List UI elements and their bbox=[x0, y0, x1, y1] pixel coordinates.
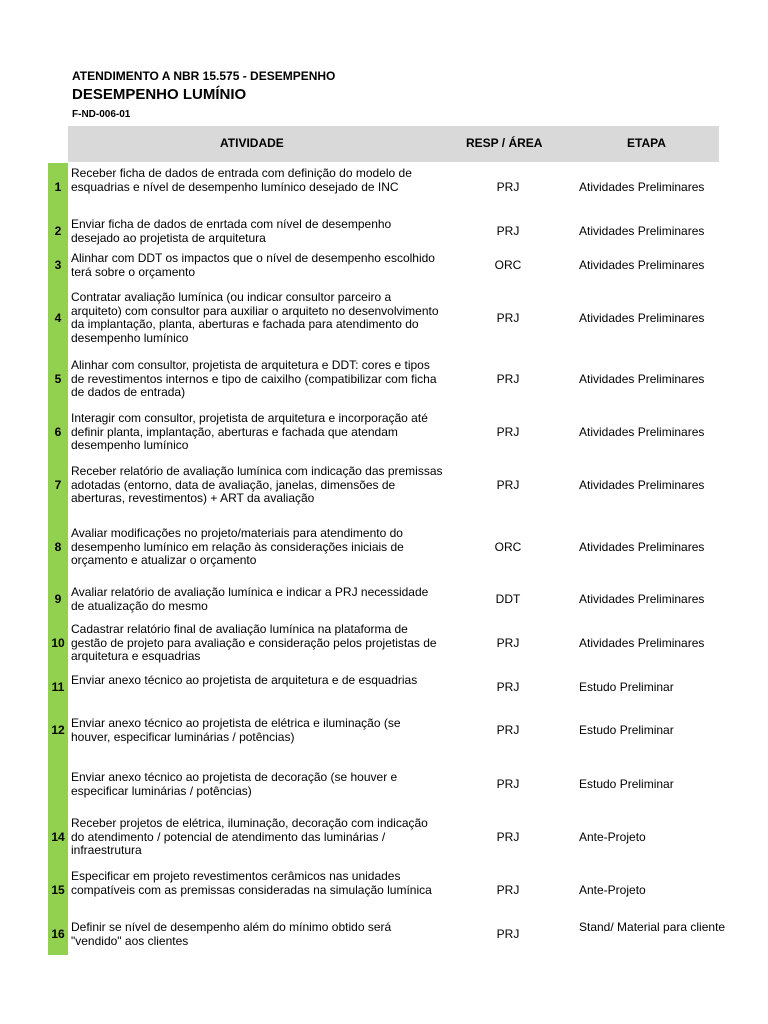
row-number: 15 bbox=[51, 883, 65, 897]
responsible-area: PRJ bbox=[496, 180, 520, 194]
responsible-area: ORC bbox=[494, 540, 522, 554]
activity-description: Enviar anexo técnico ao projetista de elétrica e iluminação (se houver, especificar luminárias / potências) bbox=[71, 716, 401, 744]
stage: Atividades Preliminares bbox=[579, 310, 705, 325]
responsible-area: PRJ bbox=[496, 310, 520, 325]
table-row bbox=[48, 623, 728, 665]
responsible-area: PRJ bbox=[496, 425, 520, 439]
column-header-resp: RESP / ÁREA bbox=[466, 136, 543, 150]
row-number: 11 bbox=[51, 680, 65, 694]
stage: Atividades Preliminares bbox=[579, 180, 705, 194]
stage: Atividades Preliminares bbox=[579, 425, 705, 439]
row-number: 16 bbox=[51, 927, 65, 941]
responsible-area: PRJ bbox=[496, 372, 520, 386]
activity-description: Receber ficha de dados de entrada com definição do modelo de esquadrias e nível de desempenho lumínico desejado de INC bbox=[71, 166, 412, 194]
activity-description: Avaliar relatório de avaliação lumínica e indicar a PRJ necessidade de atualização do mesmo bbox=[71, 585, 429, 613]
activity-description: Contratar avaliação lumínica (ou indicar consultor parceiro a arquiteto) com consultor para auxiliar o arquiteto no desenvolvimento da implantação, planta, aberturas e fachada para atendimento do desempenho lumínico bbox=[71, 290, 439, 345]
row-number: 6 bbox=[54, 425, 62, 439]
stage: Atividades Preliminares bbox=[579, 636, 705, 650]
document-code: F-ND-006-01 bbox=[72, 109, 131, 120]
row-number: 14 bbox=[51, 830, 65, 844]
stage: Atividades Preliminares bbox=[579, 372, 705, 386]
document-title: DESEMPENHO LUMÍNIO bbox=[72, 86, 247, 103]
document-subtitle: ATENDIMENTO A NBR 15.575 - DESEMPENHO bbox=[72, 69, 336, 83]
activity-description: Receber relatório de avaliação lumínica com indicação das premissas adotadas (entorno, data de avaliação, janelas, dimensões de aberturas, revestimentos) + ART da avaliação bbox=[71, 464, 443, 505]
table-header bbox=[68, 126, 719, 162]
row-number: 1 bbox=[54, 180, 62, 194]
table-row bbox=[48, 252, 728, 280]
table-row bbox=[48, 674, 728, 702]
row-number: 10 bbox=[51, 636, 65, 650]
table-row bbox=[48, 465, 728, 507]
responsible-area: PRJ bbox=[496, 927, 520, 941]
activity-description: Interagir com consultor, projetista de arquitetura e incorporação até definir planta, implantação, aberturas e fachada que atendam desempenho lumínico bbox=[71, 411, 428, 452]
responsible-area: PRJ bbox=[496, 636, 520, 650]
activity-description: Cadastrar relatório final de avaliação lumínica na plataforma de gestão de projeto para avaliação e consideração pelos projetistas de arquitetura e esquadrias bbox=[71, 622, 437, 663]
table-row bbox=[48, 527, 728, 569]
table-row bbox=[48, 870, 728, 912]
stage: Ante-Projeto bbox=[579, 883, 646, 897]
responsible-area: PRJ bbox=[496, 478, 520, 492]
table-row bbox=[48, 771, 728, 799]
stage: Atividades Preliminares bbox=[579, 478, 705, 492]
row-number: 2 bbox=[54, 224, 62, 238]
table-row bbox=[48, 167, 728, 209]
activity-description: Definir se nível de desempenho além do mínimo obtido será "vendido" aos clientes bbox=[71, 920, 392, 948]
table-row bbox=[48, 359, 728, 401]
row-number: 12 bbox=[51, 723, 65, 737]
table-row bbox=[48, 218, 728, 246]
row-number: 7 bbox=[54, 478, 62, 492]
activity-description: Receber projetos de elétrica, iluminação, decoração com indicação do atendimento / potencial de atendimento das luminárias / infraestrutura bbox=[71, 816, 428, 857]
responsible-area: DDT bbox=[495, 592, 521, 606]
activity-description: Enviar anexo técnico ao projetista de arquitetura e de esquadrias bbox=[71, 673, 418, 687]
table-row bbox=[48, 291, 728, 346]
responsible-area: PRJ bbox=[496, 224, 520, 238]
stage: Estudo Preliminar bbox=[579, 777, 674, 791]
responsible-area: PRJ bbox=[496, 723, 520, 737]
stage: Stand/ Material para cliente bbox=[579, 920, 726, 934]
row-number: 9 bbox=[54, 592, 62, 606]
table-row bbox=[48, 921, 728, 949]
row-number: 8 bbox=[54, 540, 62, 554]
table-row bbox=[48, 717, 728, 745]
table-row bbox=[48, 817, 728, 859]
row-number: 5 bbox=[54, 372, 62, 386]
stage: Estudo Preliminar bbox=[579, 723, 674, 737]
column-header-etapa: ETAPA bbox=[627, 136, 666, 150]
stage: Atividades Preliminares bbox=[579, 592, 705, 606]
activity-description: Alinhar com consultor, projetista de arquitetura e DDT: cores e tipos de revestimentos internos e tipo de caixilho (compatibilizar com ficha de dados de entrada) bbox=[71, 358, 437, 399]
responsible-area: PRJ bbox=[496, 883, 520, 897]
responsible-area: PRJ bbox=[496, 777, 520, 791]
activity-description: Enviar anexo técnico ao projetista de decoração (se houver e especificar luminárias / potências) bbox=[71, 770, 398, 798]
stage: Ante-Projeto bbox=[579, 830, 646, 844]
activity-description: Alinhar com DDT os impactos que o nível de desempenho escolhido terá sobre o orçamento bbox=[71, 251, 435, 279]
responsible-area: PRJ bbox=[496, 680, 520, 694]
row-number: 3 bbox=[54, 258, 62, 272]
stage: Atividades Preliminares bbox=[579, 258, 705, 272]
stage: Atividades Preliminares bbox=[579, 540, 705, 554]
row-number: 4 bbox=[54, 310, 62, 325]
stage: Estudo Preliminar bbox=[579, 680, 674, 694]
stage: Atividades Preliminares bbox=[579, 224, 705, 238]
activity-description: Avaliar modificações no projeto/materiais para atendimento do desempenho lumínico em relação às considerações iniciais de orçamento e atualizar o orçamento bbox=[71, 526, 404, 567]
table-row bbox=[48, 412, 728, 454]
activity-description: Especificar em projeto revestimentos cerâmicos nas unidades compatíveis com as premissas consideradas na simulação lumínica bbox=[71, 869, 432, 897]
responsible-area: ORC bbox=[494, 258, 522, 272]
column-header-atividade: ATIVIDADE bbox=[220, 136, 284, 150]
activity-description: Enviar ficha de dados de enrtada com nível de desempenho desejado ao projetista de arquitetura bbox=[71, 217, 392, 245]
responsible-area: PRJ bbox=[496, 830, 520, 844]
table-row bbox=[48, 586, 728, 614]
